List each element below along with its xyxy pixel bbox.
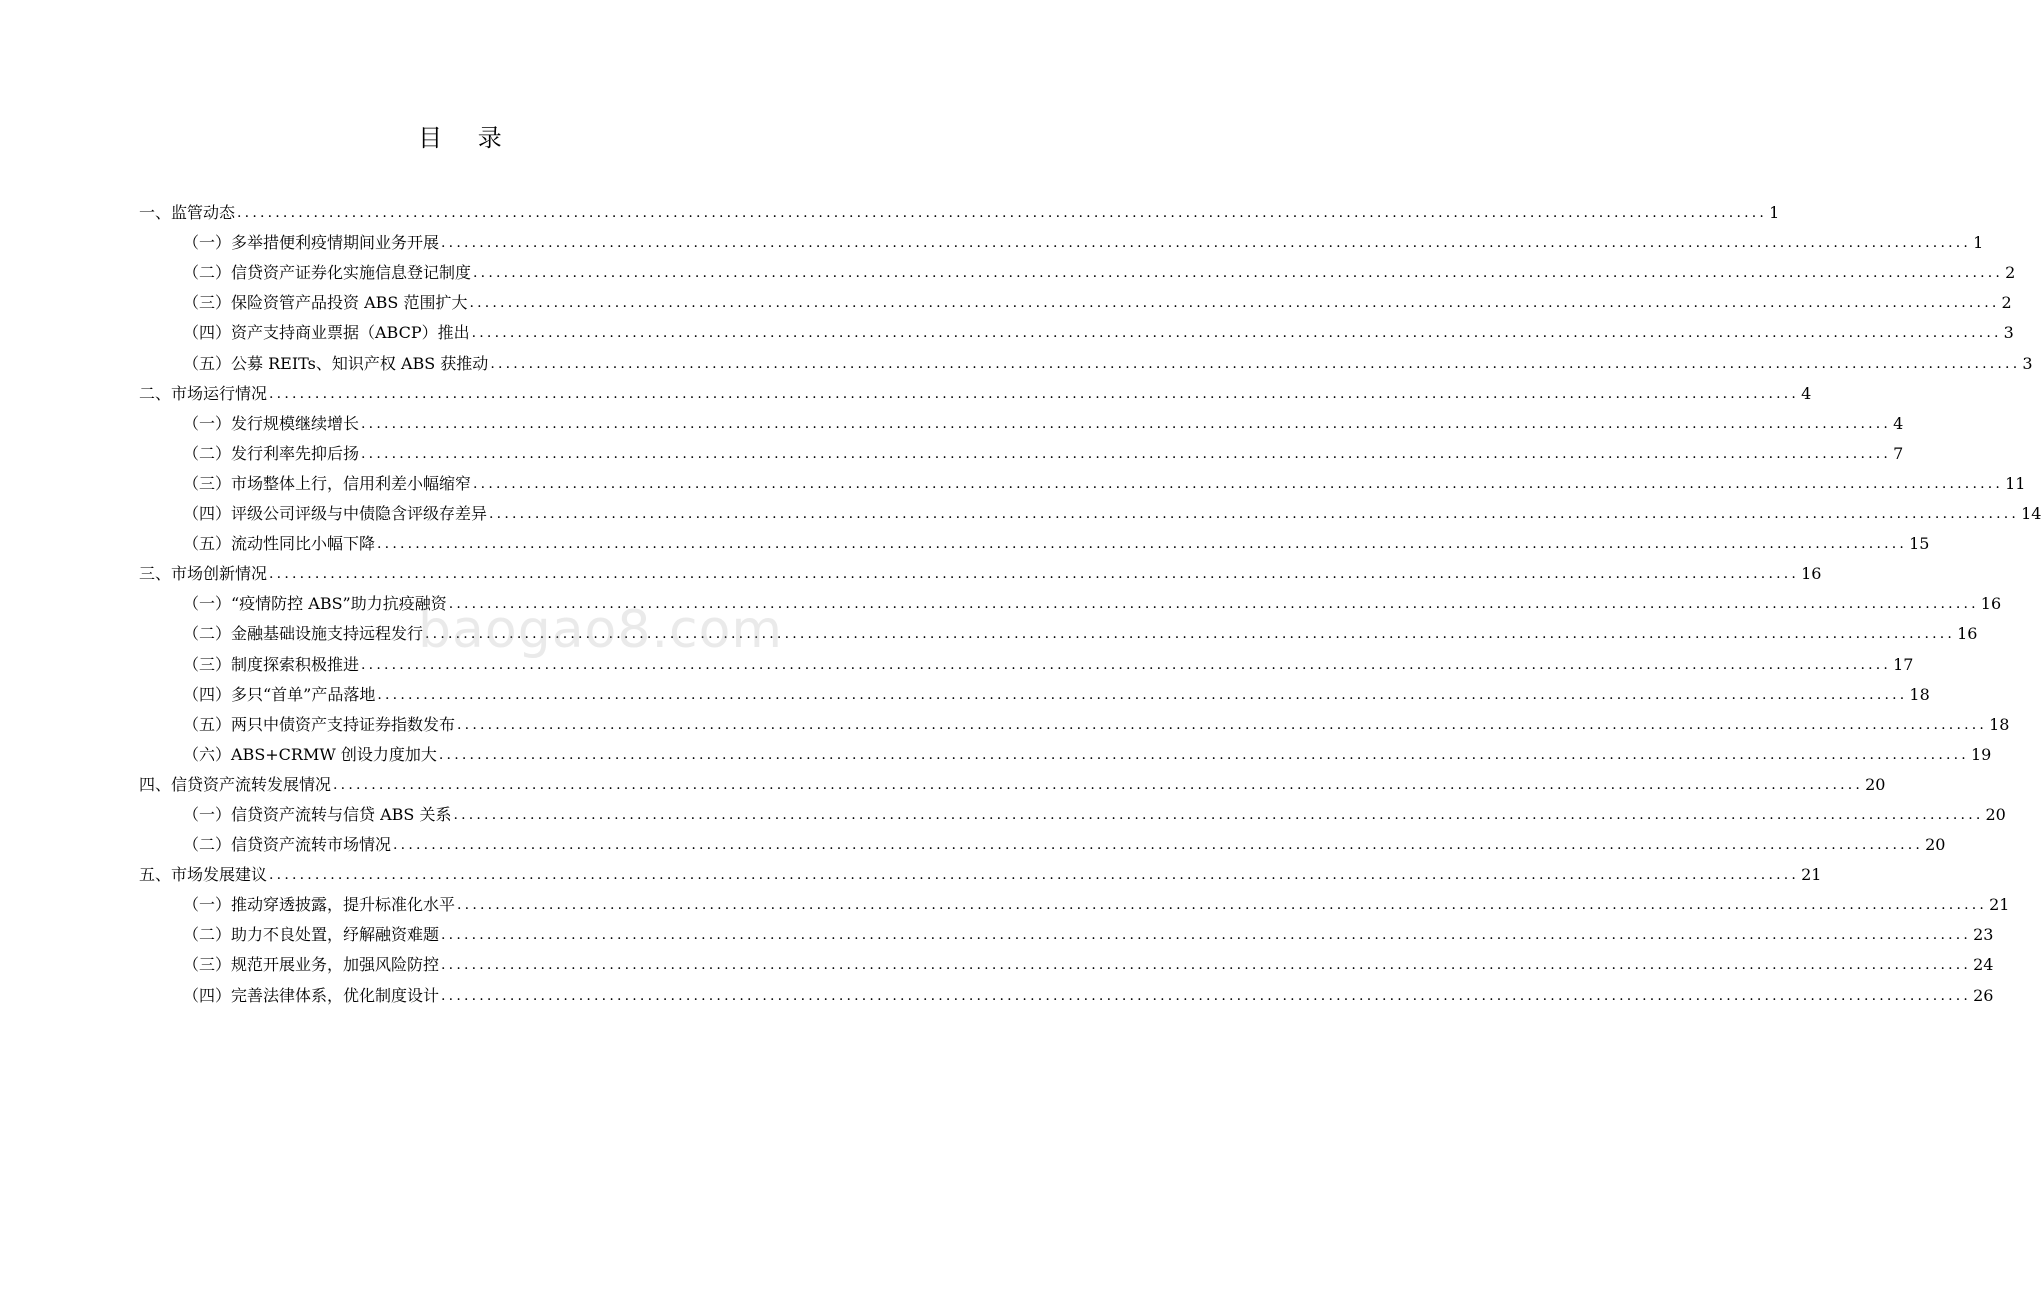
toc-dot-leader: ........................................................................................................................................................................................................ xyxy=(473,475,2004,492)
toc-page-number: 17 xyxy=(1893,654,1914,674)
toc-subsection-entry[interactable] xyxy=(139,735,1992,765)
toc-entry-title: （一）“疫情防控 ABS”助力抗疫融资 xyxy=(183,594,447,614)
toc-entry-title: （二）金融基础设施支持远程发行 xyxy=(183,624,424,644)
toc-page-number: 14 xyxy=(2021,504,2041,524)
toc-page-number: 16 xyxy=(1980,594,2002,614)
toc-entry-title: （三）制度探索积极推进 xyxy=(183,654,360,674)
toc-entry-title: （三）规范开展业务，加强风险防控 xyxy=(183,955,440,975)
watermark: baogao8.com xyxy=(418,600,784,660)
toc-section-entry[interactable] xyxy=(139,554,1822,584)
toc-dot-leader: ........................................................................................................................................................................................................ xyxy=(269,867,1800,884)
toc-subsection-entry[interactable] xyxy=(139,434,1904,464)
toc-subsection-entry[interactable] xyxy=(139,464,2026,494)
toc-subsection-entry[interactable] xyxy=(139,795,2006,825)
toc-subsection-entry[interactable] xyxy=(139,343,2033,373)
toc-entry-title: （三）市场整体上行，信用利差小幅缩窄 xyxy=(183,473,472,493)
toc-entry-title: （二）信贷资产流转市场情况 xyxy=(183,835,392,855)
toc-page-number: 20 xyxy=(1925,835,1946,855)
toc-entry-title: （一）推动穿透披露，提升标准化水平 xyxy=(183,895,456,915)
toc-dot-leader: ........................................................................................................................................................................................................ xyxy=(425,626,1956,643)
table-of-contents xyxy=(139,193,2041,1006)
toc-entry-title: （三）保险资管产品投资 ABS 范围扩大 xyxy=(183,293,468,313)
toc-page-number: 3 xyxy=(2003,323,2014,343)
toc-dot-leader: ........................................................................................................................................................................................................ xyxy=(441,957,1972,974)
toc-page-number: 21 xyxy=(1801,865,1822,885)
toc-page-number: 19 xyxy=(1970,744,1992,764)
toc-page-number: 1 xyxy=(1769,203,1780,223)
toc-dot-leader: ........................................................................................................................................................................................................ xyxy=(457,897,1988,914)
toc-page-number: 4 xyxy=(1801,383,1812,403)
toc-entry-title: （五）流动性同比小幅下降 xyxy=(183,534,376,554)
toc-entry-title: （一）信贷资产流转与信贷 ABS 关系 xyxy=(183,804,452,824)
toc-page-number: 23 xyxy=(1973,925,1994,945)
toc-entry-title: （五）公募 REITs、知识产权 ABS 获推动 xyxy=(183,353,489,373)
toc-entry-title: （六）ABS+CRMW 创设力度加大 xyxy=(183,744,437,764)
toc-page-number: 4 xyxy=(1893,413,1904,433)
toc-subsection-entry[interactable] xyxy=(139,404,1904,434)
toc-dot-leader: ........................................................................................................................................................................................................ xyxy=(269,385,1800,402)
toc-entry-title: （二）助力不良处置，纾解融资难题 xyxy=(183,925,440,945)
toc-subsection-entry[interactable] xyxy=(139,945,1994,975)
toc-dot-leader: ........................................................................................................................................................................................................ xyxy=(377,536,1908,553)
toc-dot-leader: ........................................................................................................................................................................................................ xyxy=(333,776,1864,793)
toc-entry-title: 三、市场创新情况 xyxy=(139,564,268,584)
toc-subsection-entry[interactable] xyxy=(139,675,1930,705)
toc-dot-leader: ........................................................................................................................................................................................................ xyxy=(441,235,1972,252)
toc-dot-leader: ........................................................................................................................................................................................................ xyxy=(448,596,1979,613)
toc-entry-title: （四）完善法律体系，优化制度设计 xyxy=(183,985,440,1005)
toc-dot-leader: ........................................................................................................................................................................................................ xyxy=(361,415,1892,432)
toc-page-number: 21 xyxy=(1989,895,2010,915)
toc-page-number: 20 xyxy=(1985,804,2006,824)
page-title: 目 录 xyxy=(418,124,516,152)
toc-dot-leader: ........................................................................................................................................................................................................ xyxy=(361,656,1892,673)
toc-subsection-entry[interactable] xyxy=(139,584,2002,614)
toc-entry-title: （二）信贷资产证券化实施信息登记制度 xyxy=(183,263,472,283)
toc-dot-leader: ........................................................................................................................................................................................................ xyxy=(237,205,1768,222)
toc-subsection-entry[interactable] xyxy=(139,885,2010,915)
toc-entry-title: 四、信贷资产流转发展情况 xyxy=(139,774,332,794)
toc-dot-leader: ........................................................................................................................................................................................................ xyxy=(471,325,2002,342)
toc-page-number: 26 xyxy=(1973,985,1994,1005)
toc-subsection-entry[interactable] xyxy=(139,644,1914,674)
toc-entry-title: （二）发行利率先抑后扬 xyxy=(183,443,360,463)
toc-entry-title: （五）两只中债资产支持证券指数发布 xyxy=(183,714,456,734)
toc-entry-title: （四）评级公司评级与中债隐含评级存差异 xyxy=(183,504,488,524)
toc-subsection-entry[interactable] xyxy=(139,524,1930,554)
toc-page-number: 7 xyxy=(1893,443,1904,463)
toc-entry-title: 一、监管动态 xyxy=(139,203,236,223)
toc-entry-title: （一）发行规模继续增长 xyxy=(183,413,360,433)
toc-page-number: 15 xyxy=(1909,534,1930,554)
toc-dot-leader: ........................................................................................................................................................................................................ xyxy=(490,355,2021,372)
toc-entry-title: （四）资产支持商业票据（ABCP）推出 xyxy=(183,323,470,343)
toc-entry-title: 二、市场运行情况 xyxy=(139,383,268,403)
toc-subsection-entry[interactable] xyxy=(139,915,1994,945)
toc-section-entry[interactable] xyxy=(139,765,1886,795)
toc-entry-title: 五、市场发展建议 xyxy=(139,865,268,885)
toc-subsection-entry[interactable] xyxy=(139,253,2016,283)
toc-page-number: 18 xyxy=(1989,714,2010,734)
toc-entry-title: （四）多只“首单”产品落地 xyxy=(183,684,376,704)
toc-section-entry[interactable] xyxy=(139,374,1812,404)
toc-dot-leader: ........................................................................................................................................................................................................ xyxy=(489,506,2020,523)
toc-dot-leader: ........................................................................................................................................................................................................ xyxy=(438,746,1969,763)
toc-page-number: 20 xyxy=(1865,774,1886,794)
toc-subsection-entry[interactable] xyxy=(139,313,2014,343)
toc-dot-leader: ........................................................................................................................................................................................................ xyxy=(469,295,2000,312)
toc-subsection-entry[interactable] xyxy=(139,825,1946,855)
toc-page-number: 3 xyxy=(2022,353,2033,373)
toc-entry-title: （一）多举措便利疫情期间业务开展 xyxy=(183,233,440,253)
toc-page-number: 16 xyxy=(1957,624,1978,644)
toc-page-number: 2 xyxy=(2005,263,2016,283)
toc-dot-leader: ........................................................................................................................................................................................................ xyxy=(269,566,1800,583)
toc-page-number: 18 xyxy=(1909,684,1930,704)
toc-dot-leader: ........................................................................................................................................................................................................ xyxy=(457,716,1988,733)
toc-dot-leader: ........................................................................................................................................................................................................ xyxy=(473,265,2004,282)
toc-page-number: 16 xyxy=(1801,564,1822,584)
toc-page-number: 1 xyxy=(1973,233,1984,253)
toc-section-entry[interactable] xyxy=(139,855,1822,885)
toc-page-number: 11 xyxy=(2005,473,2026,493)
toc-subsection-entry[interactable] xyxy=(139,223,1984,253)
toc-dot-leader: ........................................................................................................................................................................................................ xyxy=(393,837,1924,854)
toc-subsection-entry[interactable] xyxy=(139,975,1994,1005)
toc-dot-leader: ........................................................................................................................................................................................................ xyxy=(441,987,1972,1004)
toc-page-number: 24 xyxy=(1973,955,1994,975)
toc-dot-leader: ........................................................................................................................................................................................................ xyxy=(377,686,1908,703)
toc-dot-leader: ........................................................................................................................................................................................................ xyxy=(361,445,1892,462)
toc-dot-leader: ........................................................................................................................................................................................................ xyxy=(453,806,1984,823)
toc-page-number: 2 xyxy=(2001,293,2012,313)
toc-section-entry[interactable] xyxy=(139,193,1780,223)
toc-subsection-entry[interactable] xyxy=(139,283,2012,313)
toc-dot-leader: ........................................................................................................................................................................................................ xyxy=(441,927,1972,944)
toc-subsection-entry[interactable] xyxy=(139,494,2041,524)
toc-subsection-entry[interactable] xyxy=(139,705,2010,735)
